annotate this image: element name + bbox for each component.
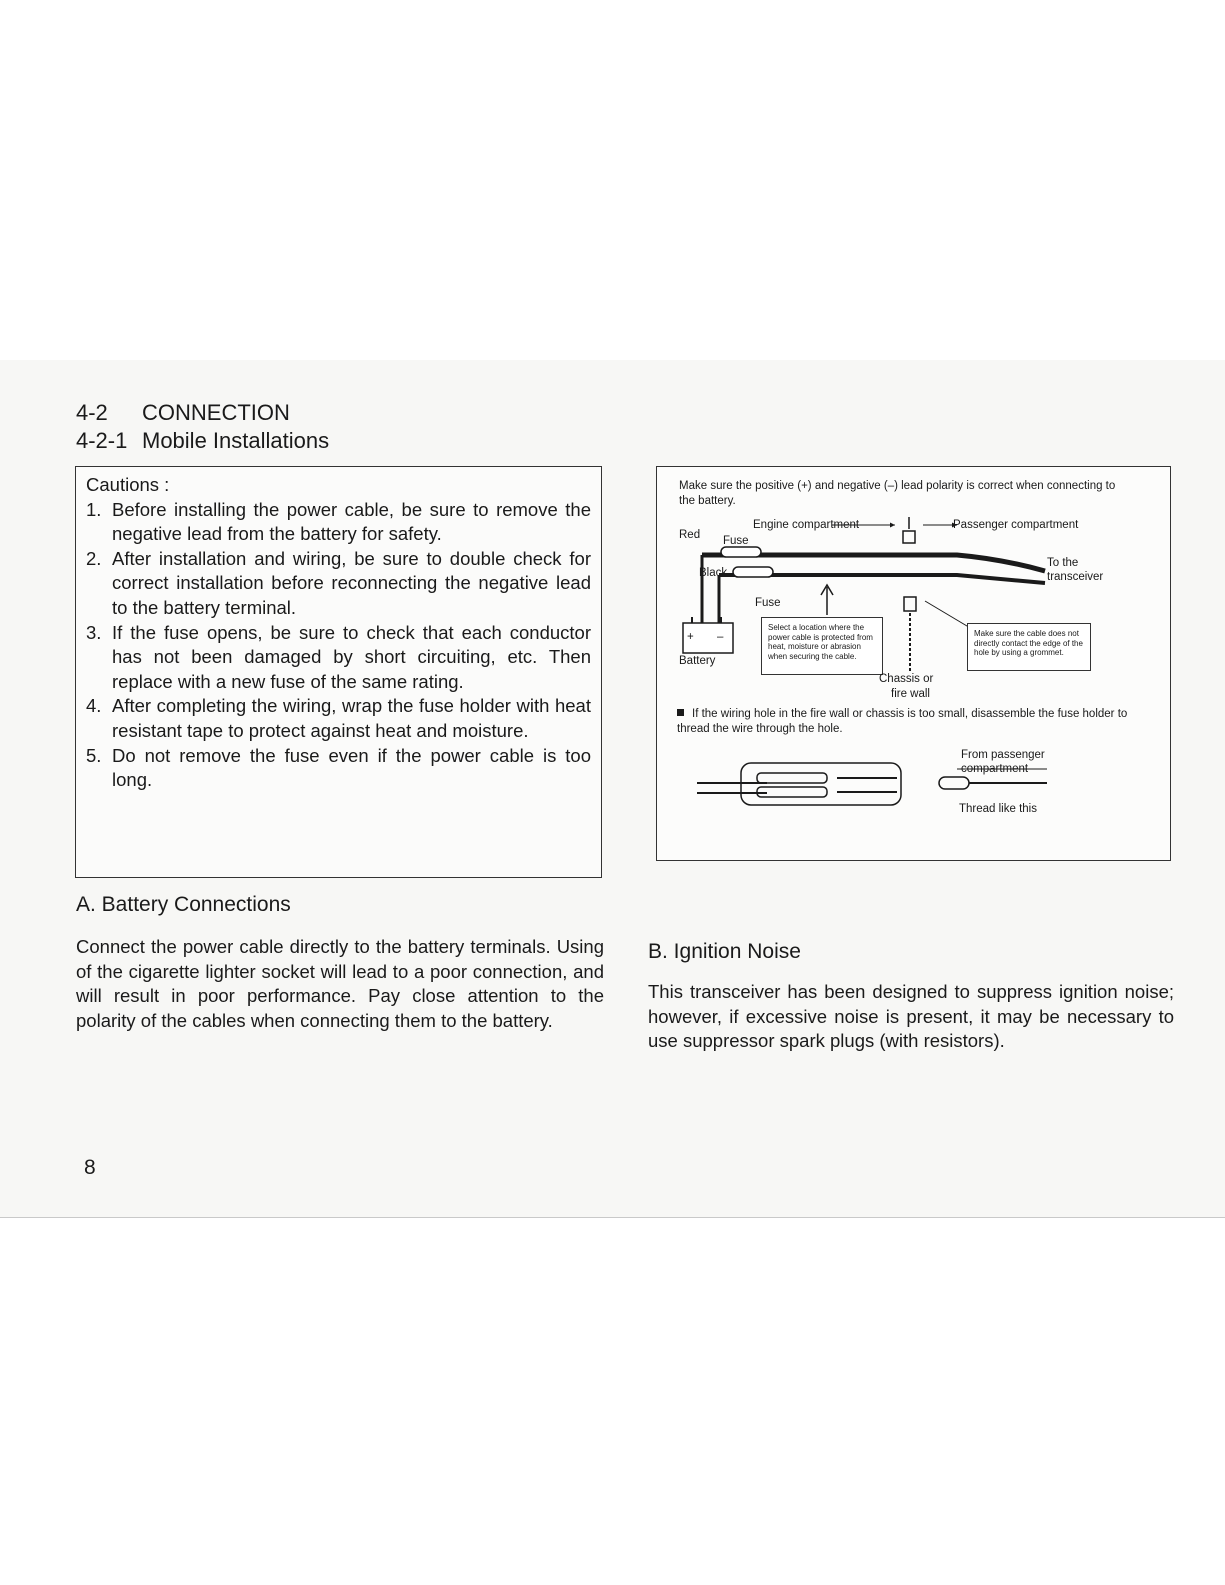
cautions-title: Cautions : (86, 474, 170, 495)
battery-plus: + (687, 631, 694, 643)
caution-text: After completing the wiring, wrap the fuse holder with heat resistant tape to protect against heat and moisture. (112, 695, 591, 741)
passenger-compartment-label: Passenger compartment (953, 519, 1079, 531)
red-label: Red (679, 529, 701, 541)
fire-wall-label: fire wall (891, 688, 930, 700)
page-bottom-rule (0, 1217, 1225, 1218)
battery-label: Battery (679, 655, 716, 667)
ignition-paragraph: This transceiver has been designed to suppress ignition noise; however, if excessive noise is present, it may be necessary to use suppressor spark plugs (with resistors). (648, 981, 1174, 1051)
caution-item (86, 547, 591, 621)
caution-number: 5. (86, 744, 102, 766)
to-the-label: To the (1047, 557, 1079, 569)
fuse-label-top: Fuse (723, 535, 749, 547)
caution-item (86, 744, 591, 793)
battery-paragraph: Connect the power cable directly to the battery terminals. Using of the cigarette lighter socket will lead to a poor connection, and will result in poor performance. Pay close attention to the polarity of the cables when connecting them to the battery. (76, 936, 604, 1031)
wiring-diagram-drawing (657, 467, 1169, 859)
cautions-list (86, 498, 591, 793)
transceiver-label: transceiver (1047, 571, 1104, 583)
subsection-title: Mobile Installations (142, 428, 330, 453)
fuse-label-bottom: Fuse (755, 597, 781, 609)
hole-note (677, 707, 1157, 737)
from-passenger-label: From passenger (961, 749, 1045, 761)
engine-compartment-label: Engine compartment (753, 519, 860, 531)
caution-number: 4. (86, 695, 102, 717)
wiring-diagram (656, 466, 1171, 861)
grommet-text: Make sure the cable does not directly contact the edge of the hole by using a grommet. (974, 629, 1083, 657)
bullet-square-icon (677, 709, 684, 716)
firewall-grommet-top (903, 531, 915, 543)
subsection-number: 4-2-1 (76, 428, 128, 453)
cautions-box (75, 466, 602, 878)
cable-location-text: Select a location where the power cable is protected from heat, moisture or abrasion when securing the cable. (768, 623, 873, 661)
subsection-heading (76, 428, 329, 454)
black-label: Black (699, 567, 728, 579)
caution-text: After installation and wiring, be sure to double check for correct installation before reconnecting the negative lead to the battery terminal. (112, 547, 591, 618)
section-heading (76, 400, 290, 426)
battery-minus: – (717, 631, 724, 643)
caution-number: 1. (86, 498, 102, 520)
grommet-callout (967, 623, 1091, 671)
caution-item (86, 621, 591, 695)
fuse-holder-top (721, 547, 761, 557)
thread-end (939, 777, 969, 789)
chassis-label: Chassis or (879, 673, 934, 685)
ignition-heading: B. Ignition Noise (648, 940, 801, 963)
caution-text: Before installing the power cable, be sure to remove the negative lead from the battery for safety. (112, 498, 591, 545)
thread-like-this-label: Thread like this (959, 803, 1037, 815)
page-number: 8 (84, 1156, 96, 1179)
caution-number: 3. (86, 621, 102, 643)
caution-text: Do not remove the fuse even if the power cable is too long. (112, 744, 591, 791)
caution-item (86, 694, 591, 743)
compartment-label: compartment (961, 763, 1029, 775)
firewall-grommet-bottom (904, 597, 916, 611)
hole-note-text: If the wiring hole in the fire wall or chassis is too small, disassemble the fuse holder to thread the wire through the hole. (677, 708, 1128, 735)
caution-number: 2. (86, 547, 102, 569)
section-number: 4-2 (76, 400, 108, 425)
cable-location-callout (761, 617, 883, 675)
polarity-note: Make sure the positive (+) and negative (–) lead polarity is correct when connecting to the battery. (679, 480, 1116, 507)
fuse-holder-bottom (733, 567, 773, 577)
caution-item (86, 498, 591, 547)
section-title: CONNECTION (142, 400, 290, 425)
battery-heading: A. Battery Connections (76, 893, 291, 916)
caution-text: If the fuse opens, be sure to check that each conductor has not been damaged by short circuiting, etc. Then replace with a new fuse of the same rating. (112, 621, 591, 692)
